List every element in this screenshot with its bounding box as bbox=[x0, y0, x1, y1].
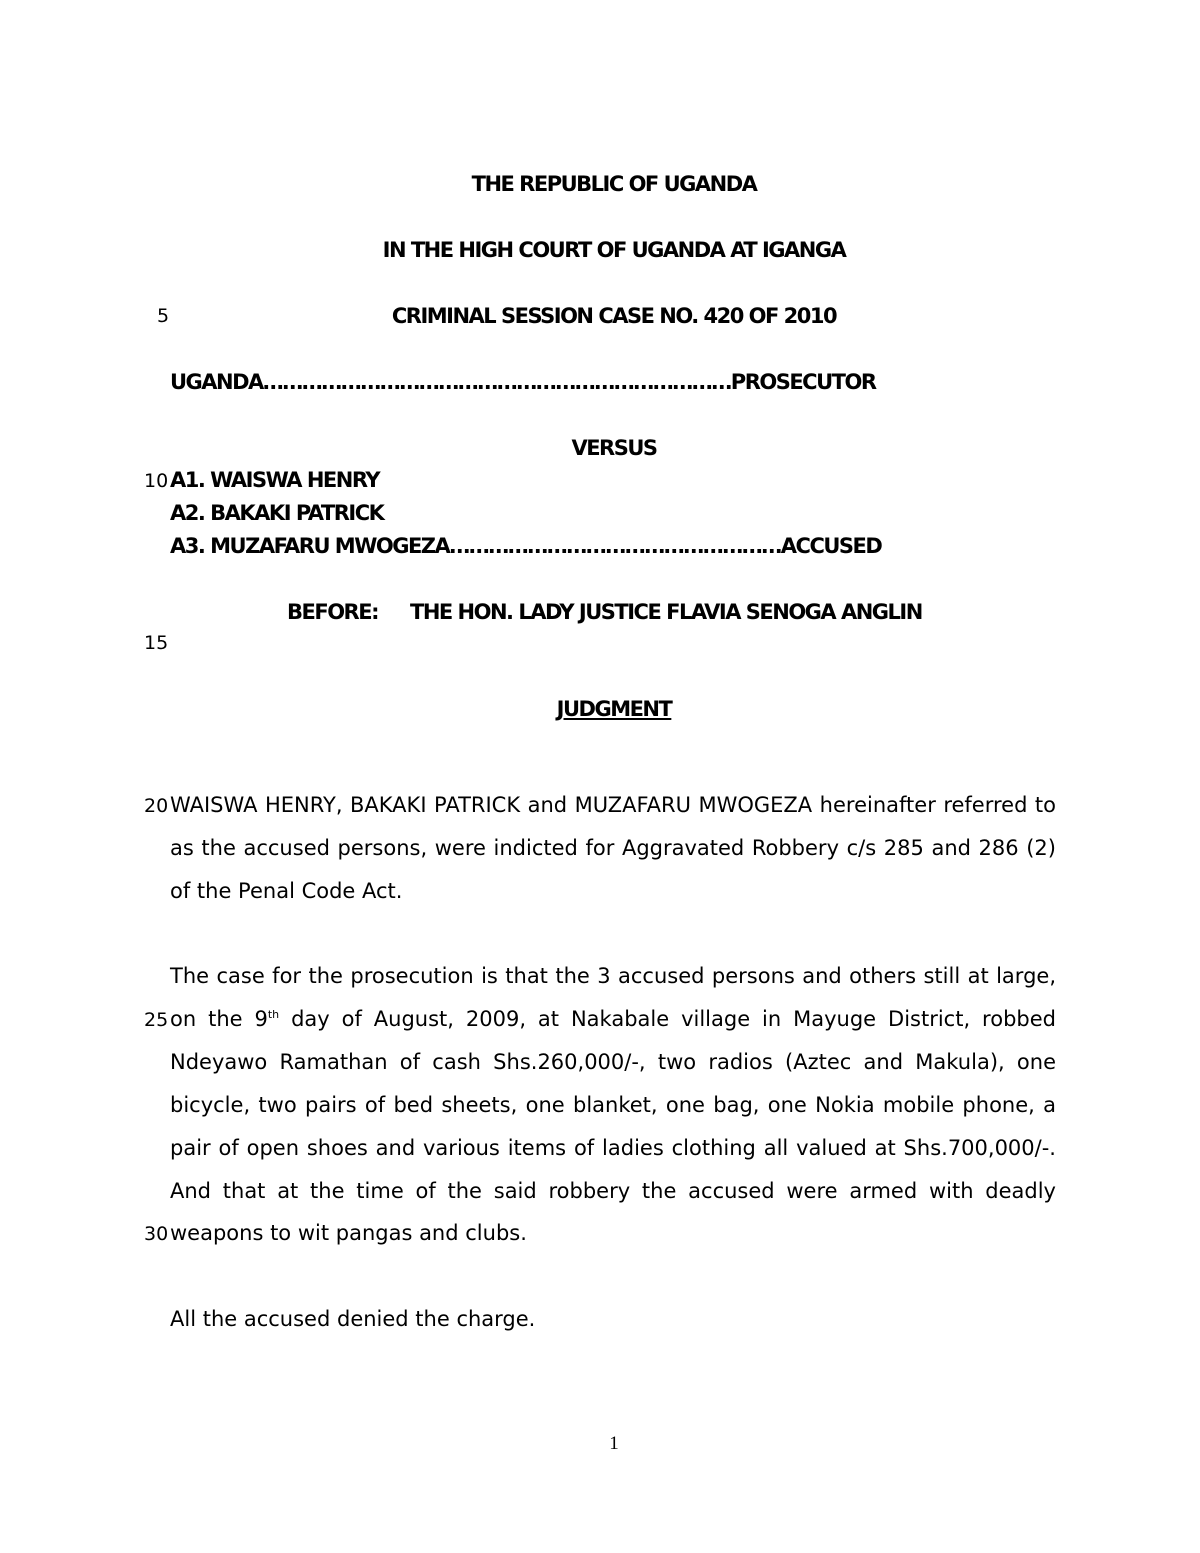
republic-heading: THE REPUBLIC OF UGANDA bbox=[471, 172, 757, 196]
before-label: BEFORE: bbox=[287, 600, 378, 624]
paragraph-line bbox=[170, 1007, 1056, 1031]
paragraph-line: pair of open shoes and various items of ladies clothing all valued at Shs.700,000/-. bbox=[170, 1136, 1056, 1160]
paragraph-text: on the 9 bbox=[170, 1007, 268, 1031]
paragraph-line: The case for the prosecution is that the 3 accused persons and others still at large, bbox=[170, 964, 1056, 988]
versus-label: VERSUS bbox=[571, 436, 657, 460]
judgment-title: JUDGMENT bbox=[556, 697, 672, 721]
line-number: 10 bbox=[144, 470, 169, 492]
line-number: 20 bbox=[144, 795, 169, 817]
line-number: 30 bbox=[144, 1223, 169, 1245]
paragraph-line: of the Penal Code Act. bbox=[170, 879, 403, 903]
line-number: 25 bbox=[144, 1009, 169, 1031]
paragraph-line: And that at the time of the said robbery the accused were armed with deadly bbox=[170, 1179, 1056, 1203]
paragraph-line: All the accused denied the charge. bbox=[170, 1307, 536, 1331]
page-number: 1 bbox=[609, 1433, 619, 1454]
line-number: 5 bbox=[157, 305, 170, 327]
prosecutor-line: UGANDA………………………………………………………………PROSECUTOR bbox=[170, 370, 876, 394]
paragraph-line: Ndeyawo Ramathan of cash Shs.260,000/-, two radios (Aztec and Makula), one bbox=[170, 1050, 1056, 1074]
paragraph-line: as the accused persons, were indicted for Aggravated Robbery c/s 285 and 286 (2) bbox=[170, 836, 1056, 860]
line-number: 15 bbox=[144, 632, 169, 654]
accused-1: A1. WAISWA HENRY bbox=[170, 468, 380, 492]
paragraph-line: WAISWA HENRY, BAKAKI PATRICK and MUZAFARU MWOGEZA hereinafter referred to bbox=[170, 793, 1056, 817]
ordinal-suffix: th bbox=[267, 1008, 280, 1021]
accused-2: A2. BAKAKI PATRICK bbox=[170, 501, 384, 525]
court-heading: IN THE HIGH COURT OF UGANDA AT IGANGA bbox=[382, 238, 846, 262]
paragraph-line: weapons to wit pangas and clubs. bbox=[170, 1221, 527, 1245]
judge-name: THE HON. LADY JUSTICE FLAVIA SENOGA ANGLIN bbox=[410, 600, 922, 624]
paragraph-line: bicycle, two pairs of bed sheets, one blanket, one bag, one Nokia mobile phone, a bbox=[170, 1093, 1056, 1117]
paragraph-text: day of August, 2009, at Nakabale village in Mayuge District, robbed bbox=[279, 1007, 1056, 1031]
accused-3-line: A3. MUZAFARU MWOGEZA……………………………………………ACCUSED bbox=[170, 534, 882, 558]
case-number-heading: CRIMINAL SESSION CASE NO. 420 OF 2010 bbox=[391, 304, 837, 328]
